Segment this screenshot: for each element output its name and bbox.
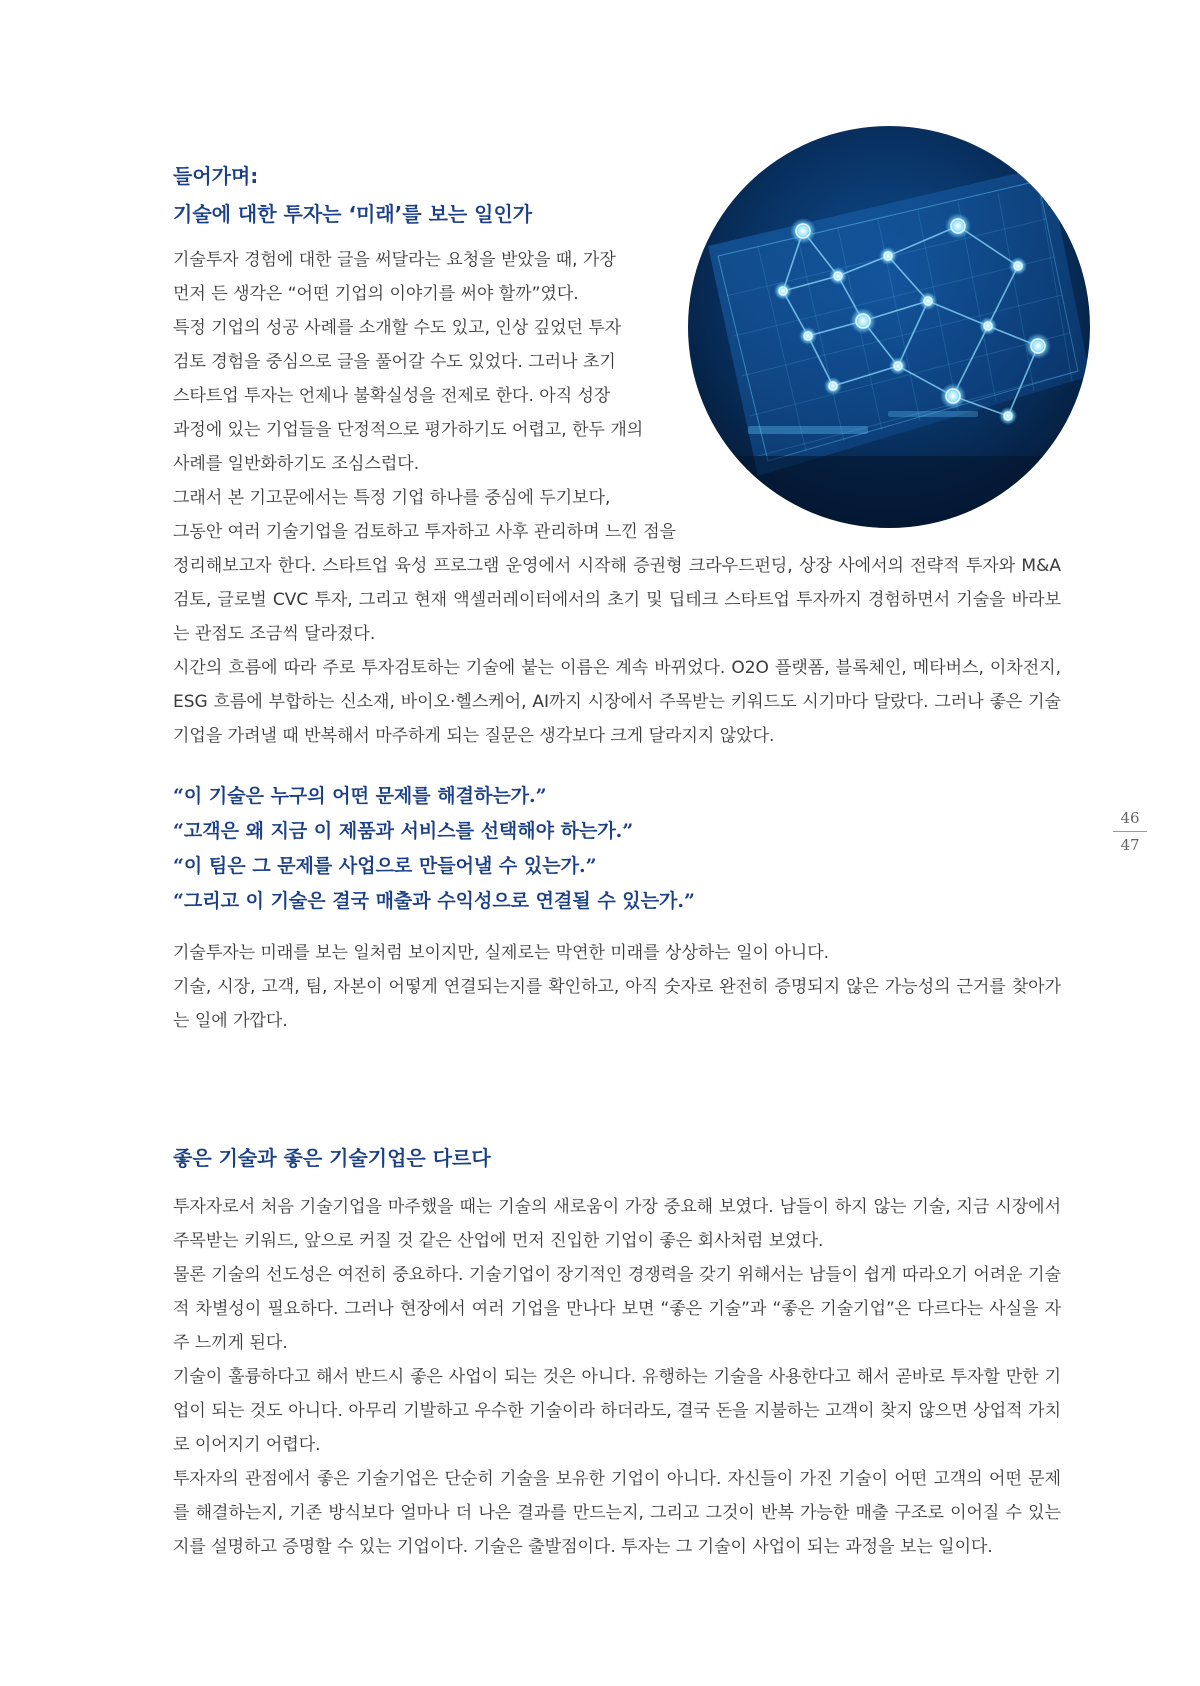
paragraph: 기술투자는 미래를 보는 일처럼 보이지만, 실제로는 막연한 미래를 상상하는 일이 아니다. bbox=[173, 943, 830, 963]
intro-line: 과정에 있는 기업들을 단정적으로 평가하기도 어렵고, 한두 개의 bbox=[173, 420, 644, 440]
intro-line: 기술투자 경험에 대한 글을 써달라는 요청을 받았을 때, 가장 bbox=[173, 250, 616, 270]
section1-body bbox=[173, 243, 1061, 753]
section1-title bbox=[173, 157, 532, 233]
quote-line: “이 팀은 그 문제를 사업으로 만들어낼 수 있는가.” bbox=[173, 855, 597, 877]
paragraph: 기술이 훌륭하다고 해서 반드시 좋은 사업이 되는 것은 아니다. 유행하는 기술을 사용한다고 해서 곧바로 투자할 만한 기업이 되는 것도 아니다. 아무리 기발하고 우수한 기술이라 하더라도, 결국 돈을 지불하는 고객이 찾지 않으면 상업적 가치로 이어지기 어렵다. bbox=[173, 1367, 1061, 1455]
page-number-right: 47 bbox=[1120, 836, 1140, 854]
intro-line: 먼저 든 생각은 “어떤 기업의 이야기를 써야 할까”였다. bbox=[173, 284, 579, 304]
quote-line: “이 기술은 누구의 어떤 문제를 해결하는가.” bbox=[173, 785, 547, 807]
paragraph: 투자자로서 처음 기술기업을 마주했을 때는 기술의 새로움이 가장 중요해 보였다. 남들이 하지 않는 기술, 지금 시장에서 주목받는 키워드, 앞으로 커질 것 같은 산업에 먼저 진입한 기업이 좋은 회사처럼 보였다. bbox=[173, 1197, 1061, 1251]
intro-line: 특정 기업의 성공 사례를 소개할 수도 있고, 인상 깊었던 투자 bbox=[173, 318, 622, 338]
paragraph: 투자자의 관점에서 좋은 기술기업은 단순히 기술을 보유한 기업이 아니다. 자신들이 가진 기술이 어떤 고객의 어떤 문제를 해결하는지, 기존 방식보다 얼마나 더 나은 결과를 만드는지, 그리고 그것이 반복 가능한 매출 구조로 이어질 수 있는지를 설명하고 증명할 수 있는 기업이다. 기술은 출발점이다. 투자는 그 기술이 사업이 되는 과정을 보는 일이다. bbox=[173, 1469, 1061, 1557]
section1-title-line: 기술에 대한 투자는 ‘미래’를 보는 일인가 bbox=[173, 202, 533, 226]
intro-line: 사례를 일반화하기도 조심스럽다. bbox=[173, 454, 420, 474]
intro-line: 검토 경험을 중심으로 글을 풀어갈 수도 있었다. 그러나 초기 bbox=[173, 352, 616, 372]
paragraph: 물론 기술의 선도성은 여전히 중요하다. 기술기업이 장기적인 경쟁력을 갖기 위해서는 남들이 쉽게 따라오기 어려운 기술적 차별성이 필요하다. 그러나 현장에서 여러 기업을 만나다 보면 “좋은 기술”과 “좋은 기술기업”은 다르다는 사실을 자주 느끼게 된다. bbox=[173, 1265, 1061, 1353]
quote-line: “고객은 왜 지금 이 제품과 서비스를 선택해야 하는가.” bbox=[173, 820, 634, 842]
section1-closing bbox=[173, 936, 1061, 1038]
paragraph: 시간의 흐름에 따라 주로 투자검토하는 기술에 붙는 이름은 계속 바뀌었다. O2O 플랫폼, 블록체인, 메타버스, 이차전지, ESG 흐름에 부합하는 신소재, 바이오·헬스케어, AI까지 시장에서 주목받는 키워드도 시기마다 달랐다. 그러나 좋은 기술기업을 가려낼 때 반복해서 마주하게 되는 질문은 생각보다 크게 달라지지 않았다. bbox=[173, 658, 1061, 746]
section2-body bbox=[173, 1190, 1061, 1564]
paragraph: 정리해보고자 한다. 스타트업 육성 프로그램 운영에서 시작해 증권형 크라우드펀딩, 상장 사에서의 전략적 투자와 M&A 검토, 글로벌 CVC 투자, 그리고 현재 액셀러레이터에서의 초기 및 딥테크 스타트업 투자까지 경험하면서 기술을 바라보는 관점도 조금씩 달라졌다. bbox=[173, 556, 1061, 644]
quote-line: “그리고 이 기술은 결국 매출과 수익성으로 연결될 수 있는가.” bbox=[173, 890, 695, 912]
intro-line: 그동안 여러 기술기업을 검토하고 투자하고 사후 관리하며 느낀 점을 bbox=[173, 522, 677, 542]
key-questions bbox=[173, 779, 973, 919]
section1-title-line: 들어가며: bbox=[173, 164, 259, 188]
page-numbers bbox=[1113, 806, 1147, 857]
page-number-divider bbox=[1113, 831, 1147, 832]
section2-title: 좋은 기술과 좋은 기술기업은 다르다 bbox=[173, 1146, 491, 1170]
intro-line: 그래서 본 기고문에서는 특정 기업 하나를 중심에 두기보다, bbox=[173, 488, 611, 508]
intro-line: 스타트업 투자는 언제나 불확실성을 전제로 한다. 아직 성장 bbox=[173, 386, 611, 406]
paragraph: 기술, 시장, 고객, 팀, 자본이 어떻게 연결되는지를 확인하고, 아직 숫자로 완전히 증명되지 않은 가능성의 근거를 찾아가는 일에 가깝다. bbox=[173, 977, 1061, 1031]
page-number-left: 46 bbox=[1120, 809, 1140, 827]
